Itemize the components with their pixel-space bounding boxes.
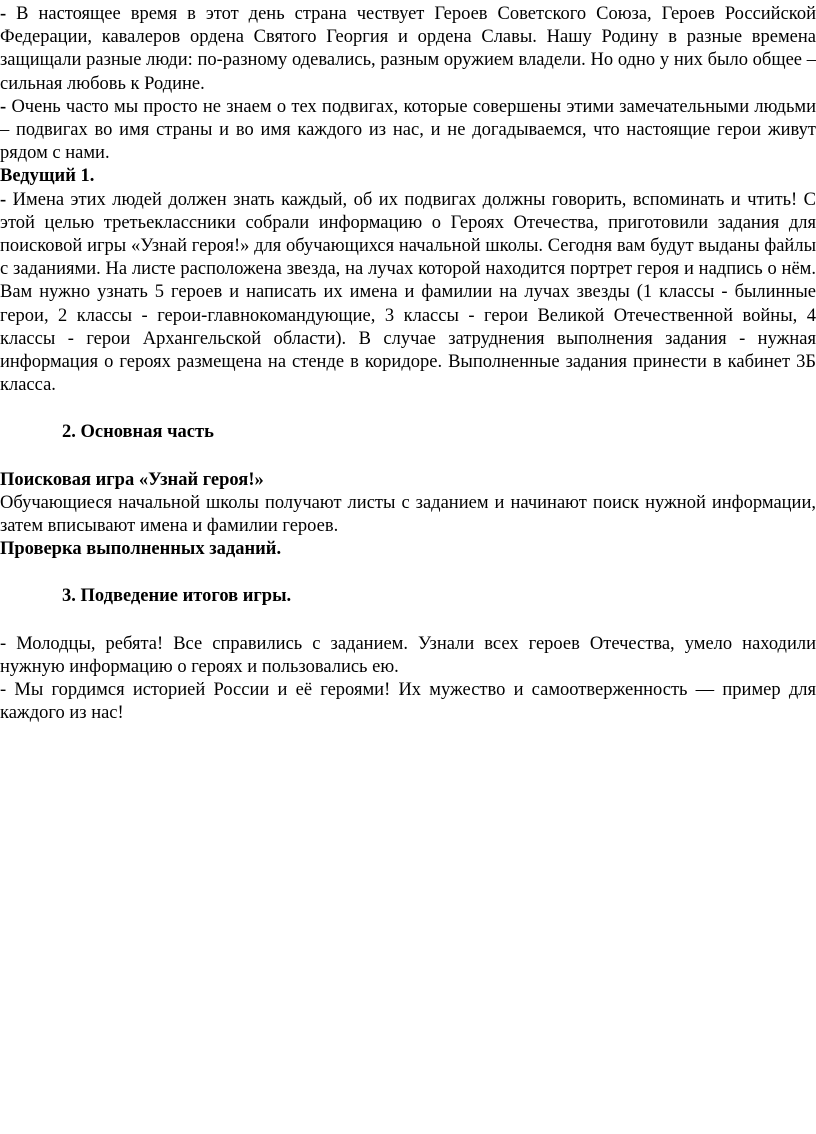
spacer xyxy=(0,397,816,421)
game-title: Поисковая игра «Узнай героя!» xyxy=(0,469,264,490)
spacer xyxy=(0,445,816,469)
paragraph-text: Имена этих людей должен знать каждый, об их подвигах должны говорить, вспоминать и чтить! С этой целью третьеклассники собрали информацию о Героях Отечества, приготовили задания для поисковой игры «Узнай героя!» для обучающихся начальной школы. Сегодня вам будут выданы файлы с заданиями. На листе расположена звезда, на лучах которой находится портрет героя и надпись о нём. Вам нужно узнать 5 героев и написать их имена и фамилии на лучах звезды (1 классы - былинные герои, 2 классы - герои-главнокомандующие, 3 классы - герои Великой Отечественной войны, 4 классы - герои Архангельской области). В случае затруднения выполнения задания - нужная информация о героях размещена на стенде в коридоре. Выполненные задания принести в кабинет 3Б класса. xyxy=(0,189,816,396)
spacer xyxy=(0,561,816,585)
speaker-paragraph xyxy=(0,189,816,398)
check-title: Проверка выполненных заданий. xyxy=(0,539,282,560)
intro-paragraph-2 xyxy=(0,96,816,166)
summary-paragraph-2: - Мы гордимся историей России и её героями! Их мужество и самоотверженность — пример для каждого из нас! xyxy=(0,680,816,724)
speaker-label: Ведущий 1. xyxy=(0,166,95,187)
spacer xyxy=(0,609,816,633)
dash-marker: - xyxy=(0,4,7,24)
section-heading-summary: 3. Подведение итогов игры. xyxy=(62,586,292,607)
dash-marker: - xyxy=(0,189,7,210)
paragraph-text: В настоящее время в этот день страна чествует Героев Советского Союза, Героев Российской Федерации, кавалеров ордена Святого Георгия и ордена Славы. Нашу Родину в разные времена защищали разные люди: по-разному одевались, разным оружием владели. Но одно у них было общее – сильная любовь к Родине. xyxy=(0,4,816,94)
intro-paragraph-1 xyxy=(0,3,816,96)
game-description: Обучающиеся начальной школы получают листы с заданием и начинают поиск нужной информации, затем вписывают имена и фамилии героев. xyxy=(0,492,816,537)
summary-paragraph-1: - Молодцы, ребята! Все справились с заданием. Узнали всех героев Отечества, умело находили нужную информацию о героях и пользовались ею. xyxy=(0,633,816,677)
paragraph-text: Очень часто мы просто не знаем о тех подвигах, которые совершены этими замечательными людьми – подвигах во имя страны и во имя каждого из нас, и не догадываемся, что настоящие герои живут рядом с нами. xyxy=(0,96,816,164)
dash-marker: - xyxy=(0,96,7,117)
section-heading-main-part: 2. Основная часть xyxy=(62,422,214,443)
